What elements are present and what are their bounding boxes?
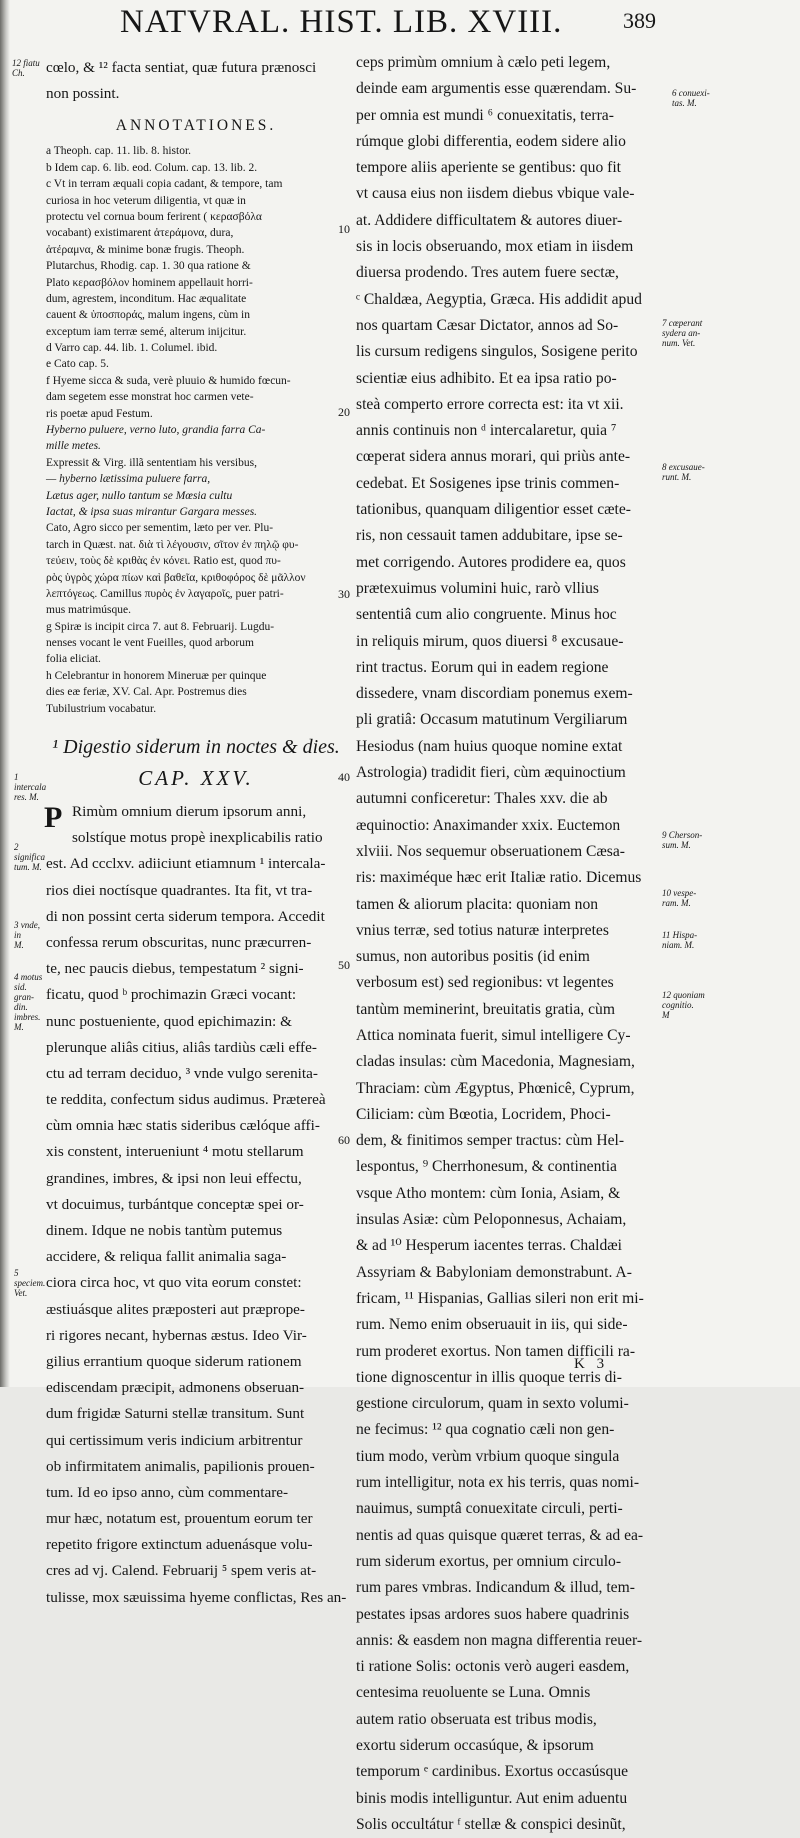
text-line: annis: & easdem non magna differentia reuer- bbox=[356, 1631, 643, 1649]
text-line: lespontus, ⁹ Cherrhonesum, & continentia bbox=[356, 1158, 617, 1176]
text-line: Thraciam: cùm Ægyptus, Phœnicê, Cyprum, bbox=[356, 1079, 635, 1097]
left-top-text bbox=[46, 55, 346, 107]
text-line: Tubilustrium vocabatur. bbox=[46, 702, 157, 715]
margin-note-line: din. imbres. bbox=[14, 1002, 41, 1022]
text-line: dem, & finitimos semper tractus: cùm Hel- bbox=[356, 1132, 625, 1150]
text-line: fricam, ¹¹ Hispanias, Gallias sileri non erit mi- bbox=[356, 1289, 644, 1307]
text-line: rint tractus. Eorum qui in eadem regione bbox=[356, 658, 609, 676]
text-line: nunc postueniente, quod epichimazin: & bbox=[46, 1012, 292, 1030]
text-line: e Cato cap. 5. bbox=[46, 358, 109, 371]
left-body-text bbox=[46, 799, 346, 1611]
text-line: sumus, non autoribus positis (id enim bbox=[356, 948, 590, 966]
text-line: solstíque motus propè inexplicabilis ratio bbox=[72, 829, 323, 847]
text-line: c Vt in terram æquali copia cadant, & tempore, tam bbox=[46, 178, 283, 191]
text-line: vnius terræ, sed totius naturæ interpretes bbox=[356, 921, 609, 939]
margin-note-line: tum. M. bbox=[14, 862, 42, 872]
text-line: λεπτόγεως. Camillus πυρὸς ἐν λαγαροῖς, puer patri- bbox=[46, 587, 284, 600]
text-line: æstiuásque alites præposteri aut præprope- bbox=[46, 1300, 305, 1318]
text-line: ciora circa hoc, vt quo vita eorum constet: bbox=[46, 1274, 302, 1292]
text-line: scientiæ eius adhibito. Et ea ipsa ratio po- bbox=[356, 369, 617, 387]
text-line: confessa rerum obscuritas, nunc præcurren- bbox=[46, 933, 312, 951]
margin-note-line: runt. M. bbox=[662, 472, 692, 482]
text-line: Ciliciam: cùm Bœotia, Locridem, Phoci- bbox=[356, 1105, 611, 1123]
text-line: in reliquis mirum, quos diuersi ⁸ excusaue- bbox=[356, 632, 624, 650]
margin-note-line: 8 excusaue- bbox=[662, 462, 705, 472]
line-number: 60 bbox=[338, 1133, 350, 1147]
text-line: tione dignoscentur in illis quoque terris di- bbox=[356, 1368, 622, 1386]
text-line: verbosum est) sed regionibus: vt legentes bbox=[356, 974, 614, 992]
text-line: Assyriam & Babyloniam demonstrabunt. A- bbox=[356, 1263, 632, 1281]
text-line: Attica nominata fuerit, simul intelligere Cy- bbox=[356, 1026, 631, 1044]
text-line: curiosa in hoc veterum diligentia, vt quæ in bbox=[46, 194, 246, 207]
margin-note-line: Vet. bbox=[14, 1288, 28, 1298]
text-line: sententiâ cum alio congruente. Minus hoc bbox=[356, 606, 617, 624]
margin-note bbox=[14, 920, 48, 950]
drop-cap: P bbox=[44, 801, 63, 835]
margin-note-line: num. Vet. bbox=[662, 338, 696, 348]
text-line: autem ratio obseruata est tribus modis, bbox=[356, 1710, 597, 1728]
text-line: dum frigidæ Saturni stellæ transitum. Sunt bbox=[46, 1405, 305, 1423]
text-line: Solis occultátur ᶠ stellæ & conspici desinũt, bbox=[356, 1815, 626, 1833]
text-line: mille metes. bbox=[46, 440, 101, 453]
text-line: est. Ad ccclxv. adiiciunt etiamnum ¹ intercala- bbox=[46, 855, 326, 873]
text-line: cœperat sidera annus morari, qui priùs ante- bbox=[356, 448, 631, 466]
text-line: tempore aliis aperiente se gentibus: quo fit bbox=[356, 159, 622, 177]
text-line: pestates ipsas ardores suos habere quadrinis bbox=[356, 1605, 630, 1623]
annotations-heading: ANNOTATIONES. bbox=[115, 117, 277, 135]
margin-note-line: 7 cœperant bbox=[662, 318, 703, 328]
signature-mark: K 3 bbox=[574, 1356, 609, 1372]
text-line: rum siderum exortus, per omnium circulo- bbox=[356, 1552, 622, 1570]
left-column bbox=[46, 55, 346, 1611]
text-line: tationibus, quanquam diligentior esset cæte- bbox=[356, 501, 631, 519]
text-line: Astrologia) tradidit fieri, cùm æquinoctium bbox=[356, 764, 626, 782]
text-line: τεύειν, τοὺς δὲ κριθὰς ἐν κόνει. Ratio est, quod πυ- bbox=[46, 555, 281, 568]
margin-note-line: niam. M. bbox=[662, 940, 695, 950]
text-line: di non possint certa siderum tempora. Accedit bbox=[46, 907, 325, 925]
text-line: ctu ad terram deciduo, ³ vnde vulgo serenita- bbox=[46, 1064, 318, 1082]
text-line: plerunque aliâs citius, aliâs tardiùs cæli effe- bbox=[46, 1038, 317, 1056]
text-line: dum, agrestem, inconditum. Hac æqualitate bbox=[46, 292, 247, 305]
line-number: 50 bbox=[338, 958, 350, 972]
binding-gutter bbox=[0, 0, 10, 1387]
margin-note bbox=[662, 888, 732, 908]
text-line: repetito frigore extinctum aduenásque volu- bbox=[46, 1536, 313, 1554]
line-number: 20 bbox=[338, 405, 350, 419]
text-line: tarch in Quæst. nat. διὰ τὶ λέγουσιν, σῖτον ἐν πηλῷ φυ- bbox=[46, 538, 299, 551]
line-number: 10 bbox=[338, 222, 350, 236]
text-line: lis cursum redigens singulos, Sosigene perito bbox=[356, 343, 638, 361]
text-line: diuersa prodendo. Tres autem fuere sectæ, bbox=[356, 264, 619, 282]
text-line: te reddita, confectum sidus audimus. Prætereà bbox=[46, 1091, 326, 1109]
line-number: 40 bbox=[338, 770, 350, 784]
margin-note-line: cognitio. bbox=[662, 1000, 694, 1010]
text-line: b Idem cap. 6. lib. eod. Colum. cap. 13. lib. 2. bbox=[46, 161, 258, 174]
margin-note-line: 11 Hispa- bbox=[662, 930, 698, 940]
text-line: & ad ¹⁰ Hesperum iacentes terras. Chaldæi bbox=[356, 1237, 622, 1255]
text-line: met corrigendo. Autores prodidere ea, quos bbox=[356, 553, 626, 571]
margin-note-line: 3 vnde, in bbox=[14, 920, 40, 940]
text-line: g Spiræ is incipit circa 7. aut 8. Februarij. Lugdu- bbox=[46, 620, 275, 633]
text-line: ediscendam præcipit, admonens obseruan- bbox=[46, 1379, 305, 1397]
margin-note bbox=[662, 318, 732, 348]
right-body-text bbox=[356, 50, 662, 1838]
text-line: nentis ad quas quisque quæret terras, & ad ea- bbox=[356, 1526, 644, 1544]
text-line: æquinoctio: Anaximander xxix. Euctemon bbox=[356, 816, 621, 834]
text-line: Hesiodus (nam huius quoque nomine extat bbox=[356, 737, 623, 755]
text-line: ne fecimus: ¹² qua cognatio cæli non gen- bbox=[356, 1421, 615, 1439]
text-line: per omnia est mundi ⁶ conuexitatis, terra- bbox=[356, 106, 614, 124]
text-line: centesima reuoluente se Luna. Omnis bbox=[356, 1684, 591, 1702]
text-line: dissedere, vnam discordiam ponemus exem- bbox=[356, 685, 633, 703]
margin-note-line: sydera an- bbox=[662, 328, 701, 338]
text-line: cùm omnia hæc statis sideribus cælóque affi- bbox=[46, 1117, 320, 1135]
text-line: ris: maximéque hæc erit Italiæ ratio. Dicemus bbox=[356, 869, 642, 887]
margin-note-line: sid. gran- bbox=[14, 982, 34, 1002]
text-line: annis continuis non ᵈ intercalaretur, quia ⁷ bbox=[356, 422, 617, 440]
margin-note-line: M bbox=[662, 1010, 670, 1020]
text-line: tulisse, mox sæuissima hyeme conflictas, Res an- bbox=[46, 1588, 347, 1606]
text-line: rum intelligitur, nota ex his terris, quas nomi- bbox=[356, 1474, 640, 1492]
text-line: te, nec paucis diebus, tempestatum ² signi- bbox=[46, 960, 304, 978]
text-line: cœlo, & ¹² facta sentiat, quæ futura prænosci bbox=[46, 59, 317, 76]
annotations-list bbox=[46, 143, 346, 717]
text-line: ti ratione Solis: octonis verò augeri easdem, bbox=[356, 1658, 630, 1676]
text-line: Lætus ager, nullo tantum se Mœsia cultu bbox=[46, 489, 233, 502]
text-line: Plato κερασβόλον hominem appellauit horri- bbox=[46, 276, 253, 289]
text-line: deinde eam argumentis esse quærendam. Su- bbox=[356, 80, 637, 98]
text-line: tamen & aliorum placita: quoniam non bbox=[356, 895, 599, 913]
text-line: non possint. bbox=[46, 85, 120, 103]
text-line: rum pares vmbras. Indicandum & illud, tem- bbox=[356, 1579, 635, 1597]
text-line: cauent & ὑποσποράς, malum ingens, cùm in bbox=[46, 309, 250, 322]
text-line: nos quartam Cæsar Dictator, annos ad So- bbox=[356, 316, 619, 334]
text-line: ἀτέραμνα, & minime bonæ frugis. Theoph. bbox=[46, 243, 245, 256]
text-line: tium modo, verùm vrbium quoque singula bbox=[356, 1447, 620, 1465]
text-line: ficatu, quod ᵇ prochimazin Græci vocant: bbox=[46, 986, 297, 1004]
right-column bbox=[356, 50, 662, 1838]
text-line: tantùm meminerint, breuitatis gratia, cùm bbox=[356, 1000, 615, 1018]
text-line: xis constent, interueniunt ⁴ motu stellarum bbox=[46, 1143, 304, 1161]
margin-note-line: M. bbox=[14, 1022, 24, 1032]
text-line: cres ad vj. Calend. Februarij ⁵ spem veris at- bbox=[46, 1562, 317, 1580]
margin-note-line: M. bbox=[14, 940, 24, 950]
text-line: pli gratiâ: Occasum matutinum Vergiliarum bbox=[356, 711, 628, 729]
text-line: ᶜ Chaldæa, Aegyptia, Græca. His addidit apud bbox=[356, 290, 642, 308]
text-line: a Theoph. cap. 11. lib. 8. histor. bbox=[46, 145, 192, 158]
text-line: dam segetem esse monstrat hoc carmen vete- bbox=[46, 391, 254, 404]
text-line: vocabant) existimarent ἀτεράμονα, dura, bbox=[46, 227, 234, 240]
margin-note-line: ram. M. bbox=[662, 898, 691, 908]
text-line: ri rigores necant, hybernas æstus. Ideo Vir- bbox=[46, 1326, 307, 1344]
page-number: 389 bbox=[623, 8, 656, 33]
text-line: autumni conficeretur: Thales xxv. die ab bbox=[356, 790, 608, 808]
text-line: dies eæ feriæ, XV. Cal. Apr. Postremus dies bbox=[46, 686, 247, 699]
text-line: rúmque globi differentia, eodem sidere alio bbox=[356, 132, 626, 150]
chapter-number: CAP. XXV. bbox=[138, 766, 254, 791]
text-line: nauimus, sumptâ conuexitate circuli, perti- bbox=[356, 1500, 623, 1518]
margin-note bbox=[662, 930, 732, 950]
text-line: cedebat. Et Sosigenes ipse trinis commen- bbox=[356, 474, 620, 492]
text-line: nenses vocant le vent Fueilles, quod arborum bbox=[46, 637, 254, 650]
text-line: xlviii. Nos sequemur obseruationem Cæsa- bbox=[356, 842, 625, 860]
margin-note bbox=[14, 772, 48, 802]
margin-note bbox=[12, 58, 46, 78]
margin-note bbox=[662, 462, 732, 482]
text-line: Plutarchus, Rhodig. cap. 1. 30 qua ratione & bbox=[46, 260, 251, 273]
margin-note bbox=[662, 990, 732, 1020]
margin-note bbox=[14, 972, 48, 1032]
text-line: ρὸς ὑγρὸς χώρα πίων καὶ βαθεῖα, κριθοφόρος δὲ μᾶλλον bbox=[46, 571, 306, 584]
text-line: exceptum iam terræ semé, alterum inijcitur. bbox=[46, 325, 247, 338]
text-line: rum. Nemo enim obseruauit in iis, qui side- bbox=[356, 1316, 628, 1334]
margin-note-line: Ch. bbox=[12, 68, 25, 78]
running-header: NATVRAL. HIST. LIB. XVIII. bbox=[120, 4, 563, 40]
text-line: vt causa eius non iisdem diebus vbique vale- bbox=[356, 185, 635, 203]
margin-note-line: 6 conuexi- bbox=[672, 88, 710, 98]
text-line: dinem. Idque ne nobis tantùm putemus bbox=[46, 1222, 283, 1240]
chapter-title: ¹ Digestio siderum in noctes & dies. bbox=[52, 736, 340, 759]
text-line: accidere, & reliqua fallit animalia saga- bbox=[46, 1248, 287, 1266]
text-line: gilius errantium quoque siderum rationem bbox=[46, 1352, 302, 1370]
margin-note bbox=[662, 830, 732, 850]
text-line: vt docuimus, turbántque conceptæ spei or- bbox=[46, 1195, 304, 1213]
margin-note-line: 1 intercala bbox=[14, 772, 47, 792]
text-line: qui certissimum veris indicium arbitrentur bbox=[46, 1431, 303, 1449]
margin-note-line: 4 motus bbox=[14, 972, 43, 982]
text-line: protectu vel cornua boum ferirent ( κερασβόλα bbox=[46, 210, 262, 223]
margin-note-line: sum. M. bbox=[662, 840, 691, 850]
text-line: tum. Id eo ipso anno, cùm commentare- bbox=[46, 1483, 289, 1501]
margin-note-line: tas. M. bbox=[672, 98, 697, 108]
margin-note-line: 10 vespe- bbox=[662, 888, 697, 898]
text-line: P Rimùm omnium dierum ipsorum anni, bbox=[44, 801, 307, 835]
text-line: insulas Asiæ: cùm Peloponnesus, Achaiam, bbox=[356, 1211, 627, 1229]
margin-note-line: 5 speciem. bbox=[14, 1268, 46, 1288]
text-line: — hyberno lætissima puluere farra, bbox=[46, 473, 211, 486]
text-line: vsque Atho montem: cùm Ionia, Asiam, & bbox=[356, 1184, 621, 1202]
text-line: ob infirmitatem animalis, papilionis prouen- bbox=[46, 1457, 315, 1475]
text-line: prætexuimus volumini huic, rarò vllius bbox=[356, 579, 599, 597]
text-line: ris, non cessauit tamen addubitare, ipse se- bbox=[356, 527, 623, 545]
margin-note-line: 2 significa bbox=[14, 842, 45, 862]
text-line: binis modis intelliguntur. Aut enim aduentu bbox=[356, 1789, 628, 1807]
text-line: Iactat, & ipsa suas mirantur Gargara messes. bbox=[46, 505, 258, 518]
text-line: grandines, imbres, & ipsi non leui effectu, bbox=[46, 1169, 302, 1187]
text-line: ris poetæ apud Festum. bbox=[46, 407, 153, 420]
text-line: sis in locis obseruando, mox etiam in iisdem bbox=[356, 238, 634, 256]
text-line: cladas insulas: cùm Macedonia, Magnesiam, bbox=[356, 1053, 635, 1071]
text-line: rios diei noctísque quadrantes. Ita fit, vt tra- bbox=[46, 881, 313, 899]
text-line: steà comperto errore correcta est: ita vt xii. bbox=[356, 395, 624, 413]
margin-note-line: 12 quoniam bbox=[662, 990, 705, 1000]
text-line: at. Addidere difficultatem & autores diuer- bbox=[356, 211, 623, 229]
text-line: Hyberno puluere, verno luto, grandia farra Ca- bbox=[46, 424, 266, 437]
margin-note bbox=[672, 88, 732, 108]
text-line: f Hyeme sicca & suda, verè pluuio & humido fœcun- bbox=[46, 374, 291, 387]
margin-note bbox=[14, 1268, 48, 1298]
text-line: gestione circulorum, quam in sexto volumi- bbox=[356, 1395, 629, 1413]
text-line: Expressit & Virg. illã sententiam his versibus, bbox=[46, 456, 257, 469]
text-line: ceps primùm omnium à cælo peti legem, bbox=[356, 54, 611, 71]
text-line: d Varro cap. 44. lib. 1. Columel. ibid. bbox=[46, 342, 218, 355]
line-number: 30 bbox=[338, 587, 350, 601]
margin-note-line: res. M. bbox=[14, 792, 39, 802]
margin-note-line: 12 fiatu bbox=[12, 58, 40, 68]
margin-note bbox=[14, 842, 48, 872]
text-line: folia eliciat. bbox=[46, 653, 101, 666]
text-line: temporum ᵉ cardinibus. Exortus occasúsque bbox=[356, 1763, 629, 1781]
margin-note-line: 9 Cherson- bbox=[662, 830, 703, 840]
text-line: mus matrimúsque. bbox=[46, 604, 131, 617]
text-line: rum proderet exortus. Non tamen difficili ra- bbox=[356, 1342, 636, 1360]
text-line: h Celebrantur in honorem Mineruæ per quinque bbox=[46, 669, 267, 682]
text-line: Cato, Agro sicco per sementim, læto per ver. Plu- bbox=[46, 522, 274, 535]
text-line: mur hæc, notatum est, prouentum eorum ter bbox=[46, 1510, 313, 1528]
text-line: exortu siderum occasúque, & ipsorum bbox=[356, 1737, 594, 1754]
